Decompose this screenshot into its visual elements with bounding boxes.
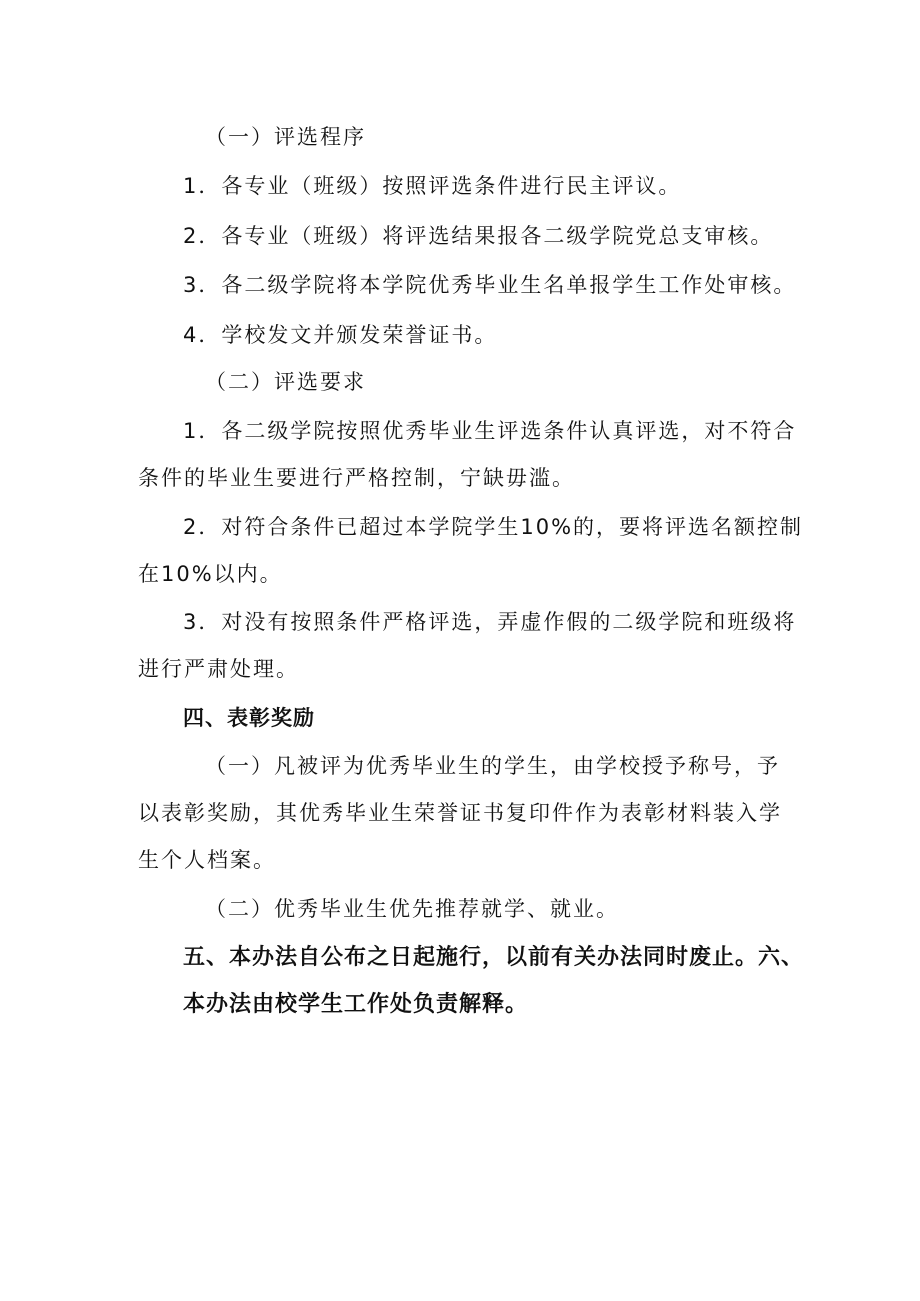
procedure-item-1: 1．各专业（班级）按照评选条件进行民主评议。 [183, 174, 682, 198]
section-five-six-line-1: 五、本办法自公布之日起施行，以前有关办法同时废止。六、 [183, 945, 805, 970]
section-heading-requirements: （二）评选要求 [205, 370, 366, 394]
section-heading-procedure: （一）评选程序 [205, 125, 366, 149]
award-item-1-line-2: 以表彰奖励，其优秀毕业生荣誉证书复印件作为表彰材料装入学 [138, 801, 782, 825]
requirement-item-3-line-2: 进行严肃处理。 [138, 657, 299, 681]
section-five-six-line-2: 本办法由校学生工作处负责解释。 [183, 992, 529, 1017]
section-heading-awards: 四、表彰奖励 [183, 706, 315, 730]
requirement-item-2-line-2: 在10%以内。 [138, 562, 283, 586]
procedure-item-2: 2．各专业（班级）将评选结果报各二级学院党总支审核。 [183, 224, 774, 248]
procedure-item-3: 3．各二级学院将本学院优秀毕业生名单报学生工作处审核。 [183, 273, 797, 297]
requirement-item-1-line-2: 条件的毕业生要进行严格控制，宁缺毋滥。 [138, 466, 575, 490]
award-item-1-line-1: （一）凡被评为优秀毕业生的学生，由学校授予称号，予 [205, 754, 780, 778]
award-item-1-line-3: 生个人档案。 [138, 848, 276, 872]
procedure-item-4: 4．学校发文并颁发荣誉证书。 [183, 323, 498, 347]
requirement-item-1-line-1: 1．各二级学院按照优秀毕业生评选条件认真评选，对不符合 [183, 419, 797, 443]
requirement-item-2-line-1: 2．对符合条件已超过本学院学生10%的，要将评选名额控制 [183, 515, 804, 539]
requirement-item-3-line-1: 3．对没有按照条件严格评选，弄虚作假的二级学院和班级将 [183, 610, 797, 634]
award-item-2: （二）优秀毕业生优先推荐就学、就业。 [205, 897, 619, 921]
